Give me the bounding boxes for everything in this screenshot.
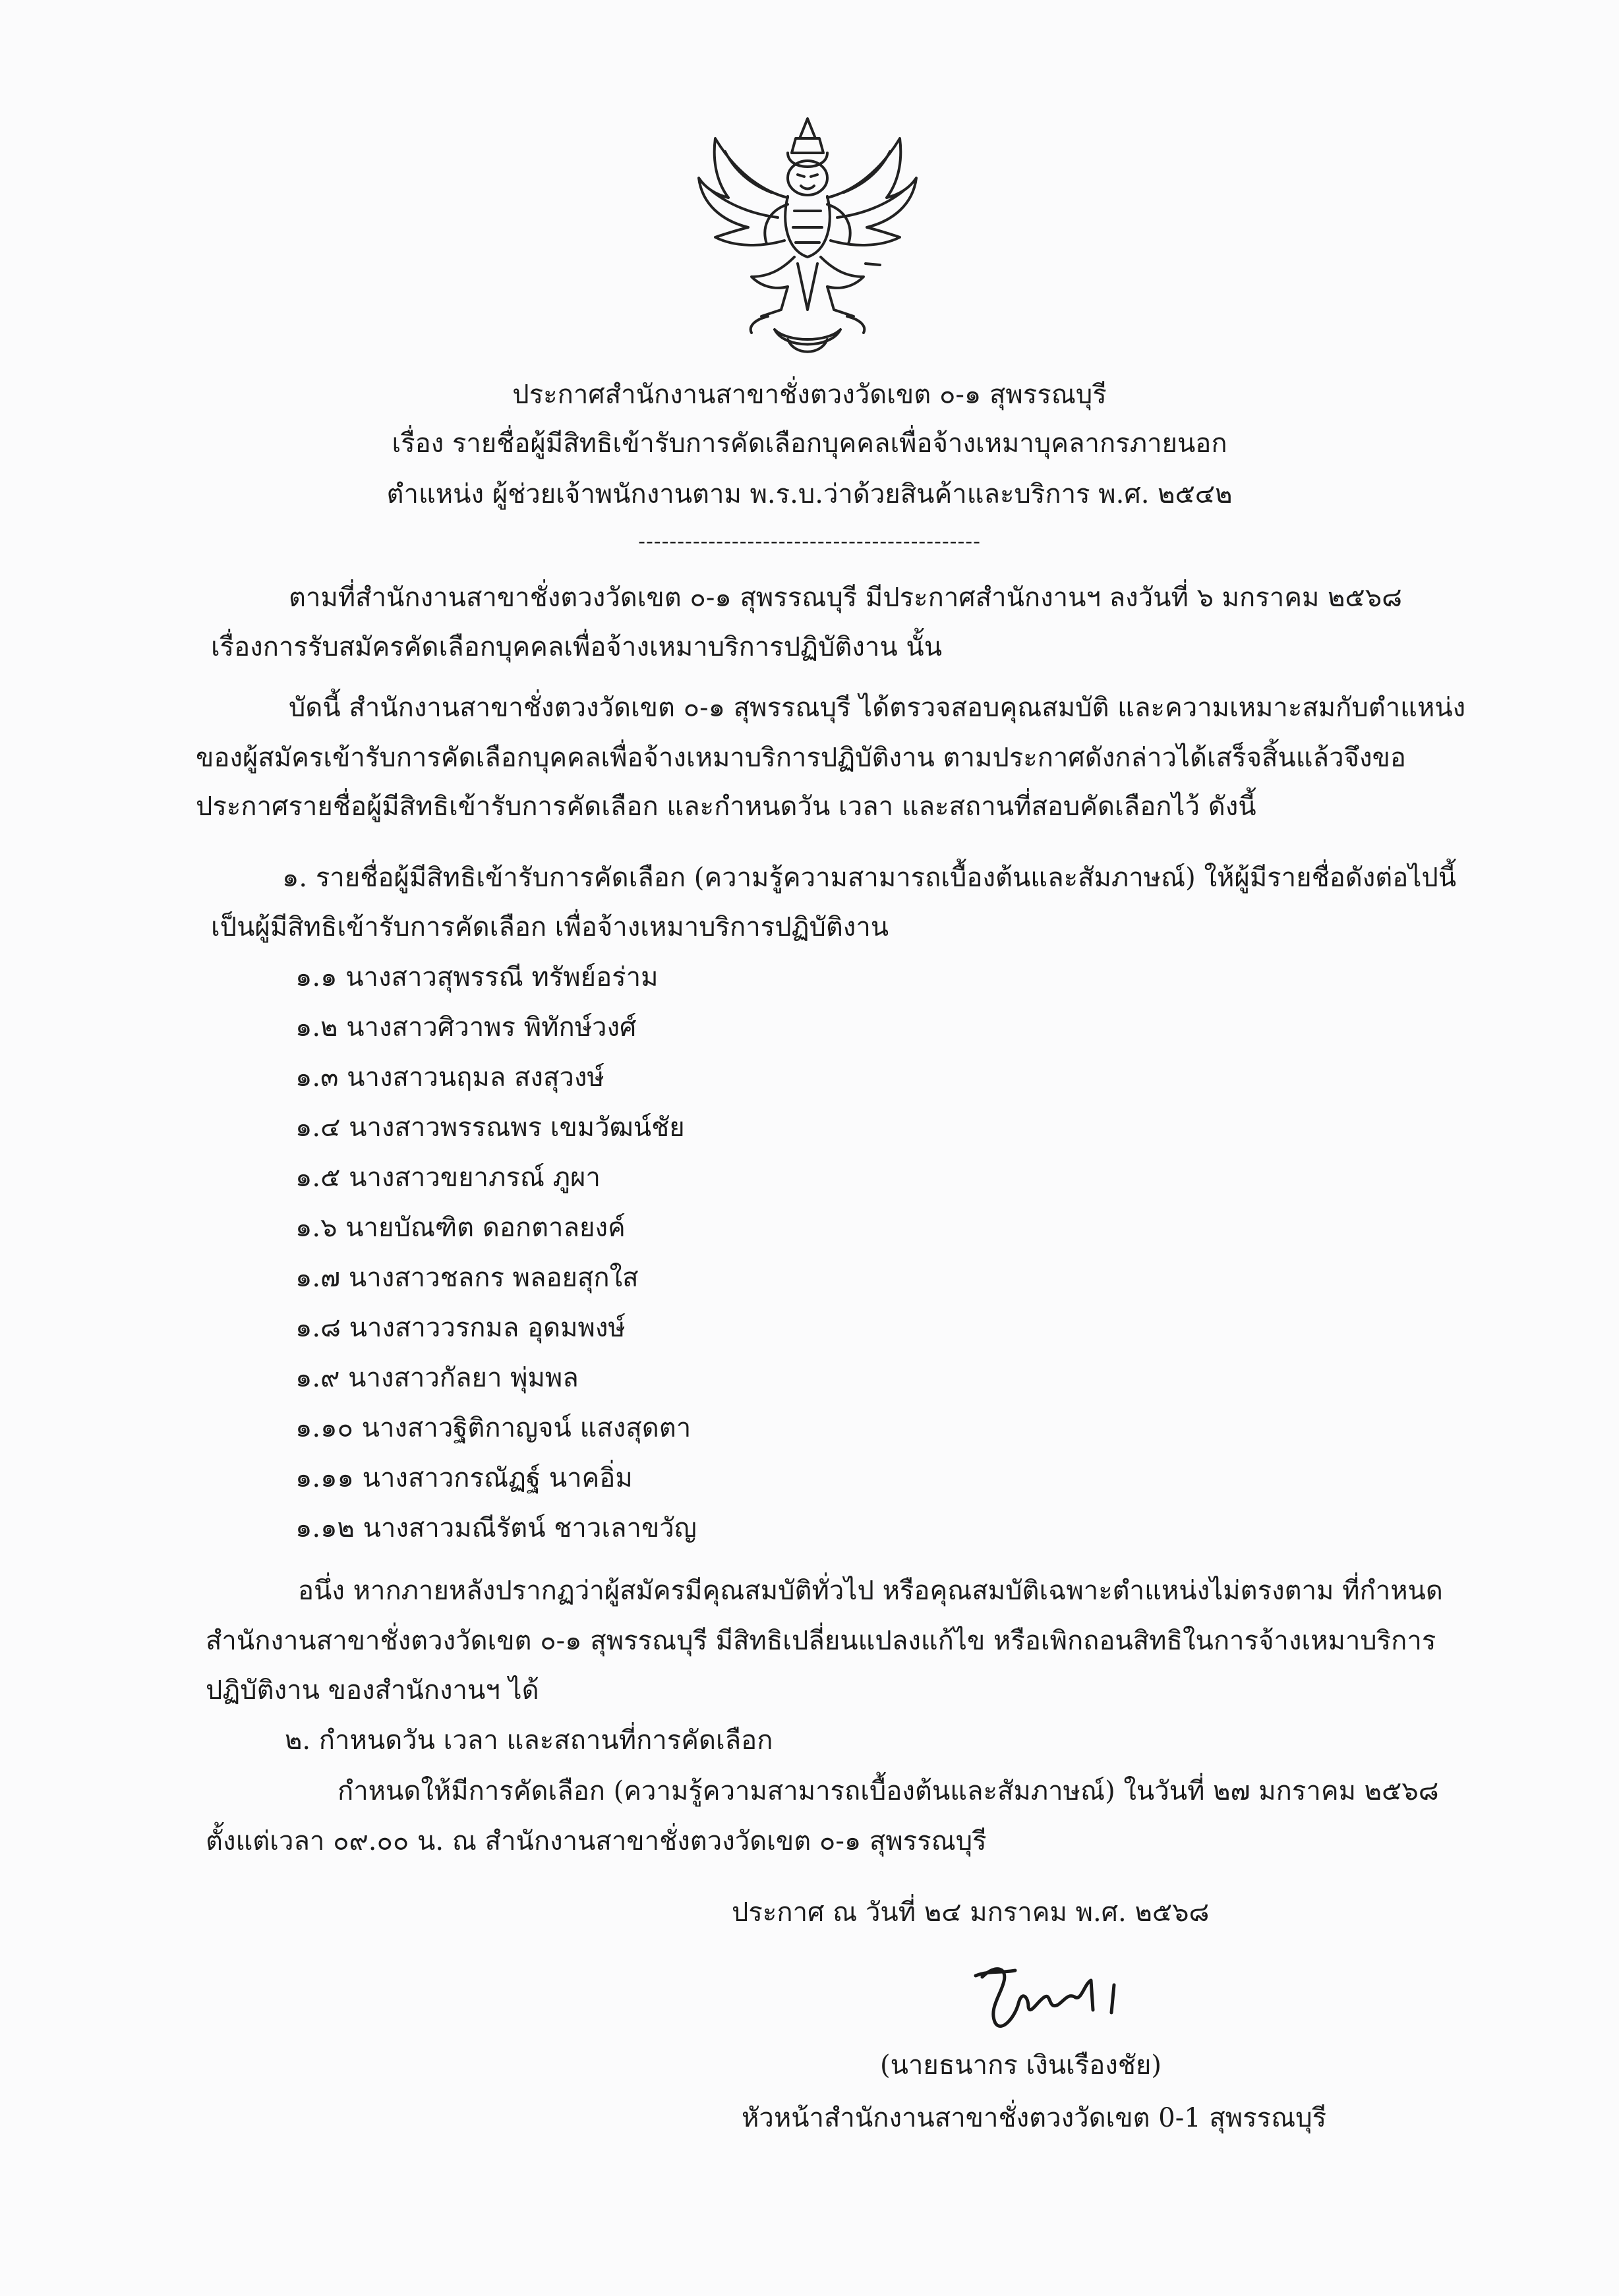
garuda-emblem-icon (689, 112, 926, 362)
item-2-line-1: กำหนดให้มีการคัดเลือก (ความรู้ความสามารถเบื้องต้นและสัมภาษณ์) ในวันที่ ๒๗ มกราคม ๒๕๖๘ (338, 1776, 1439, 1806)
paragraph-1-line-2: เรื่องการรับสมัครคัดเลือกบุคคลเพื่อจ้างเหมาบริการปฏิบัติงาน นั้น (211, 632, 943, 662)
paragraph-2-line-1: บัดนี้ สำนักงานสาขาชั่งตวงวัดเขต ๐-๑ สุพรรณบุรี ได้ตรวจสอบคุณสมบัติ และความเหมาะสมกับตำแหน่ง (289, 693, 1466, 723)
candidate-list-item: ๑.๑๑ นางสาวกรณัฏฐ์ นาคอิ่ม (295, 1463, 633, 1493)
announcement-date: ประกาศ ณ วันที่ ๒๔ มกราคม พ.ศ. ๒๕๖๘ (732, 1897, 1210, 1928)
item-2-heading: ๒. กำหนดวัน เวลา และสถานที่การคัดเลือก (285, 1725, 773, 1756)
item-2-line-2: ตั้งแต่เวลา ๐๙.๐๐ น. ณ สำนักงานสาขาชั่งตวงวัดเขต ๐-๑ สุพรรณบุรี (206, 1826, 987, 1856)
paragraph-3-line-1: อนึ่ง หากภายหลังปรากฏว่าผู้สมัครมีคุณสมบัติทั่วไป หรือคุณสมบัติเฉพาะตำแหน่งไม่ตรงตาม ที่กำหนด (298, 1576, 1443, 1606)
announcement-position: ตำแหน่ง ผู้ช่วยเจ้าพนักงานตาม พ.ร.บ.ว่าด้วยสินค้าและบริการ พ.ศ. ๒๕๔๒ (386, 479, 1233, 509)
candidate-list-item: ๑.๑๐ นางสาวฐิติกาญจน์ แสงสุดตา (295, 1413, 692, 1443)
paragraph-2-line-3: ประกาศรายชื่อผู้มีสิทธิเข้ารับการคัดเลือก และกำหนดวัน เวลา และสถานที่สอบคัดเลือกไว้ ดังนี้ (196, 791, 1256, 822)
paragraph-1-line-1: ตามที่สำนักงานสาขาชั่งตวงวัดเขต ๐-๑ สุพรรณบุรี มีประกาศสำนักงานฯ ลงวันที่ ๖ มกราคม ๒๕๖๘ (289, 583, 1402, 613)
signer-title: หัวหน้าสำนักงานสาขาชั่งตวงวัดเขต 0-1 สุพรรณบุรี (742, 2103, 1327, 2133)
paragraph-3-line-3: ปฏิบัติงาน ของสำนักงานฯ ได้ (206, 1675, 539, 1706)
candidate-list-item: ๑.๓ นางสาวนฤมล สงสุวงษ์ (295, 1062, 604, 1093)
item-1-line-1: ๑. รายชื่อผู้มีสิทธิเข้ารับการคัดเลือก (ความรู้ความสามารถเบื้องต้นและสัมภาษณ์) ให้ผู้มีรายชื่อดังต่อไปนี้ (282, 863, 1457, 893)
item-1-line-2: เป็นผู้มีสิทธิเข้ารับการคัดเลือก เพื่อจ้างเหมาบริการปฏิบัติงาน (211, 912, 889, 942)
candidate-list-item: ๑.๗ นางสาวชลกร พลอยสุกใส (295, 1263, 639, 1293)
paragraph-2-line-2: ของผู้สมัครเข้ารับการคัดเลือกบุคคลเพื่อจ้างเหมาบริการปฏิบัติงาน ตามประกาศดังกล่าวได้เสร็จสิ้นแล้วจึงขอ (196, 743, 1406, 773)
handwritten-signature-icon (956, 1944, 1154, 2043)
candidate-list-item: ๑.๑ นางสาวสุพรรณี ทรัพย์อร่าม (295, 962, 659, 992)
candidate-list-item: ๑.๒ นางสาวศิวาพร พิทักษ์วงศ์ (295, 1012, 637, 1043)
separator-line: -------------------------------------------- (638, 529, 981, 554)
candidate-list-item: ๑.๙ นางสาวกัลยา พุ่มพล (295, 1363, 579, 1393)
candidate-list-item: ๑.๑๒ นางสาวมณีรัตน์ ชาวเลาขวัญ (295, 1513, 697, 1543)
candidate-list-item: ๑.๘ นางสาววรกมล อุดมพงษ์ (295, 1313, 626, 1343)
candidate-list-item: ๑.๔ นางสาวพรรณพร เขมวัฒน์ชัย (295, 1112, 685, 1143)
announcement-subject: เรื่อง รายชื่อผู้มีสิทธิเข้ารับการคัดเลือกบุคคลเพื่อจ้างเหมาบุคลากรภายนอก (392, 428, 1227, 459)
candidate-list-item: ๑.๕ นางสาวขยาภรณ์ ภูผา (295, 1162, 601, 1193)
paragraph-3-line-2: สำนักงานสาขาชั่งตวงวัดเขต ๐-๑ สุพรรณบุรี มีสิทธิเปลี่ยนแปลงแก้ไข หรือเพิกถอนสิทธิในการจ้างเหมาบริการ (206, 1626, 1436, 1656)
candidate-list-item: ๑.๖ นายบัณฑิต ดอกตาลยงค์ (295, 1213, 626, 1243)
announcement-title: ประกาศสำนักงานสาขาชั่งตวงวัดเขต ๐-๑ สุพรรณบุรี (512, 380, 1107, 410)
signer-name: (นายธนากร เงินเรืองชัย) (880, 2050, 1162, 2081)
